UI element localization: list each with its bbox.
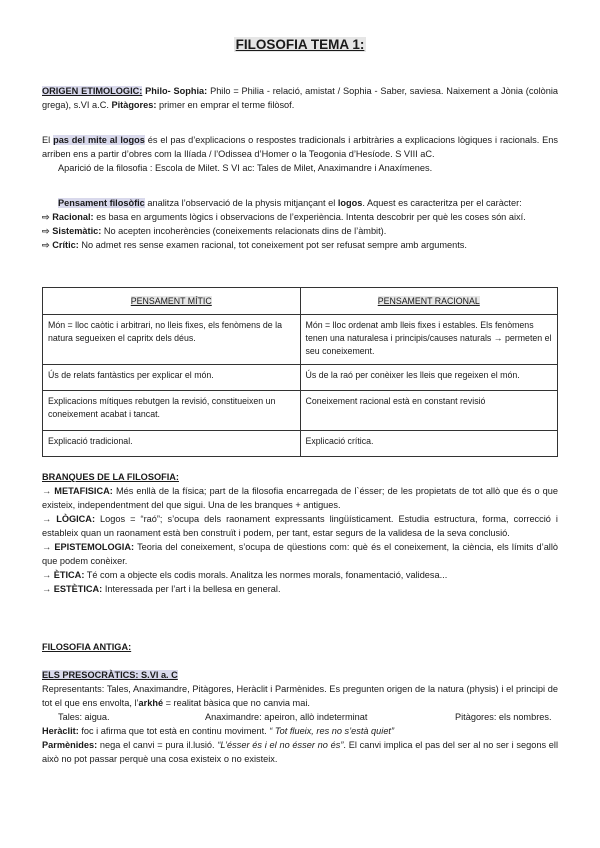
table-cell: Explicacions mítiques rebutgen la revisió, constitueixen un coneixement acabat i tancat. [43,391,301,431]
caracter-term: Sistemàtic: [52,226,102,236]
parmenides-paragraph [42,738,558,766]
caracter-item-racional [42,210,558,224]
presocratics-heading: ELS PRESOCRÀTICS: S.VI a. C [42,670,178,680]
pensament-text-end: . Aquest es caracteritza per el caràcter: [362,198,522,208]
representants-end: = realitat bàsica que no canvia mai. [163,698,310,708]
table-cell: Ús de relats fantàstics per explicar el món. [43,365,301,391]
branca-item-epistemologia [42,540,558,568]
arrow-icon: ⇨ [42,212,50,222]
branca-item-metafisica [42,484,558,512]
branca-text: Interessada per l’art i la bellesa en general. [104,584,281,594]
table-cell: Món = lloc caòtic i arbitrari, no lleis fixes, els fenòmens de la natura segueixen el capritx dels déus. [43,315,301,365]
branca-term: METAFISICA: [54,486,113,496]
anaximandre-text: Anaximandre: apeiron, allò indeterminat [205,712,368,722]
header-racional [300,288,558,315]
branca-text: Té com a objecte els codis morals. Analitza les normes morals, fonamentació, validesa... [86,570,448,580]
tales-text: Tales: aigua. [58,712,110,722]
table-row [43,391,558,431]
branca-item-etica [42,568,558,582]
arrow-icon: ⇨ [42,226,50,236]
pensament-text: analitza l’observació de la physis mitjançant el [147,198,336,208]
heraclit-quote: “ Tot flueix, res no s’està quiet” [269,726,395,736]
pitagores-principi-text: Pitàgores: els nombres. [455,712,552,722]
arrow-icon: ⇨ [42,240,50,250]
arrow-icon: → [42,570,52,580]
arkhe-term: arkhé [138,698,164,708]
mite-text: és el pas d’explicacions o respostes tradicionals i arbitràries a explicacions lògiques i racionals. Ens arriben ens a partir d’obres com la Ilíada / l’Odissea d’Homer o la Teogonia d’Hesíode. S VIII aC. [42,135,558,159]
table-cell: Coneixement racional està en constant revisió [300,391,558,431]
table-cell: Ús de la raó per conèixer les lleis que regeixen el món. [300,365,558,391]
caracter-text: No acepten incoherències (coneixements relacionats dins de l’àmbit). [103,226,387,236]
arrow-icon: → [42,514,52,524]
caracter-item-sistematic [42,224,558,238]
mite-highlight: pas del mite al logos [53,135,145,145]
page-title [42,38,558,52]
pitagores-text: primer en emprar el terme filòsof. [158,100,295,110]
branca-term: EPISTEMOLOGIA: [54,542,135,552]
mite-pre: El [42,135,51,145]
branca-text: Logos = “raó”; s’ocupa dels raonament expressants lingüísticament. Estudia estructura, forma, correcció i estableix quan un raonament està ben construït i podem, per tant, estar segurs de la validesa de la seva conclusió. [42,514,558,538]
representants-text: Representants: Tales, Anaximandre, Pitàgores, Heràclit i Parmènides. Es pregunten origen de la natura (physis) i el principi de tot el que ens envolta, l’ [42,684,558,708]
arrow-icon: → [42,584,52,594]
heraclit-line [42,724,558,738]
pensament-label: Pensament filosòfic [58,198,145,208]
representants-paragraph [42,682,558,710]
pensament-section [42,196,558,252]
table-row [43,365,558,391]
branca-item-logica [42,512,558,540]
branca-term: LÒGICA: [56,514,96,524]
aparicio-line: Aparició de la filosofia : Escola de Milet. S VI ac: Tales de Milet, Anaximandre i Anaxímenes. [58,163,433,173]
principis-row [42,710,558,724]
caracter-text: No admet res sense examen racional, tot coneixement pot ser refusat sempre amb arguments. [81,240,467,250]
caracter-item-critic [42,238,558,252]
table-header-row [43,288,558,315]
branca-term: ÈTICA: [53,570,85,580]
pitagores-term: Pitàgores: [111,100,157,110]
heraclit-label: Heràclit: [42,726,79,736]
parmenides-label: Parmènides: [42,740,98,750]
antiga-heading: FILOSOFIA ANTIGA: [42,642,132,652]
logos-term: logos [337,198,363,208]
table-row [43,431,558,457]
table-cell: Explicació crítica. [300,431,558,457]
heraclit-text: foc i afirma que tot està en continu moviment. [81,726,267,736]
parmenides-end: . El canvi implica el pas del ser al no ser i segons ell això no pot passar perquè una cosa existeix o no existeix. [42,740,558,764]
title-text: FILOSOFIA TEMA 1: [235,37,365,52]
philo-sophia-term: Philo- Sophia: [145,86,208,96]
origen-text: Philo = Philia - relació, amistat / Sophia - Saber, saviesa. Naixement a Jònia (colònia grega), s.VI a.C. [42,86,558,110]
branques-heading: BRANQUES DE LA FILOSOFIA: [42,472,179,482]
caracter-term: Racional: [52,212,94,222]
origen-label: ORIGEN ETIMOLOGIC: [42,86,143,96]
arrow-icon: → [42,486,52,496]
antiga-section [42,640,558,766]
parmenides-text: nega el canvi = pura il.lusió. [99,740,215,750]
presocratics-line [42,668,558,682]
parmenides-quote: “L’ésser és i el no ésser no és” [217,740,344,750]
caracter-term: Crític: [52,240,79,250]
comparison-table [42,287,558,457]
branca-text: Teoria del coneixement, s’ocupa de qüestions com: què és el coneixement, la ciència, els límits d’allò que podem conèixer. [42,542,558,566]
mite-paragraph [42,133,558,175]
branca-text: Més enllà de la física; part de la filosofia encarregada de l`ésser; de les propietats de tot allò que és o que existeix, independentment del que sigui. Una de les branques + antigues. [42,486,558,510]
branca-item-estetica [42,582,558,596]
table-row [43,315,558,365]
header-racional-text: PENSAMENT RACIONAL [377,295,480,306]
header-mitic-text: PENSAMENT MÍTIC [130,295,212,306]
origen-paragraph [42,84,558,112]
header-mitic [43,288,301,315]
caracter-text: es basa en arguments lògics i observacions de l’experiència. Intenta descobrir per què les coses són així. [96,212,526,222]
table-cell: Món = lloc ordenat amb lleis fixes i estables. Els fenòmens tenen una naturalesa i principis/causes naturals → permeten el seu coneixement. [300,315,558,365]
arrow-icon: → [42,542,52,552]
table-cell: Explicació tradicional. [43,431,301,457]
branques-section [42,470,558,596]
branca-term: ESTÈTICA: [53,584,103,594]
